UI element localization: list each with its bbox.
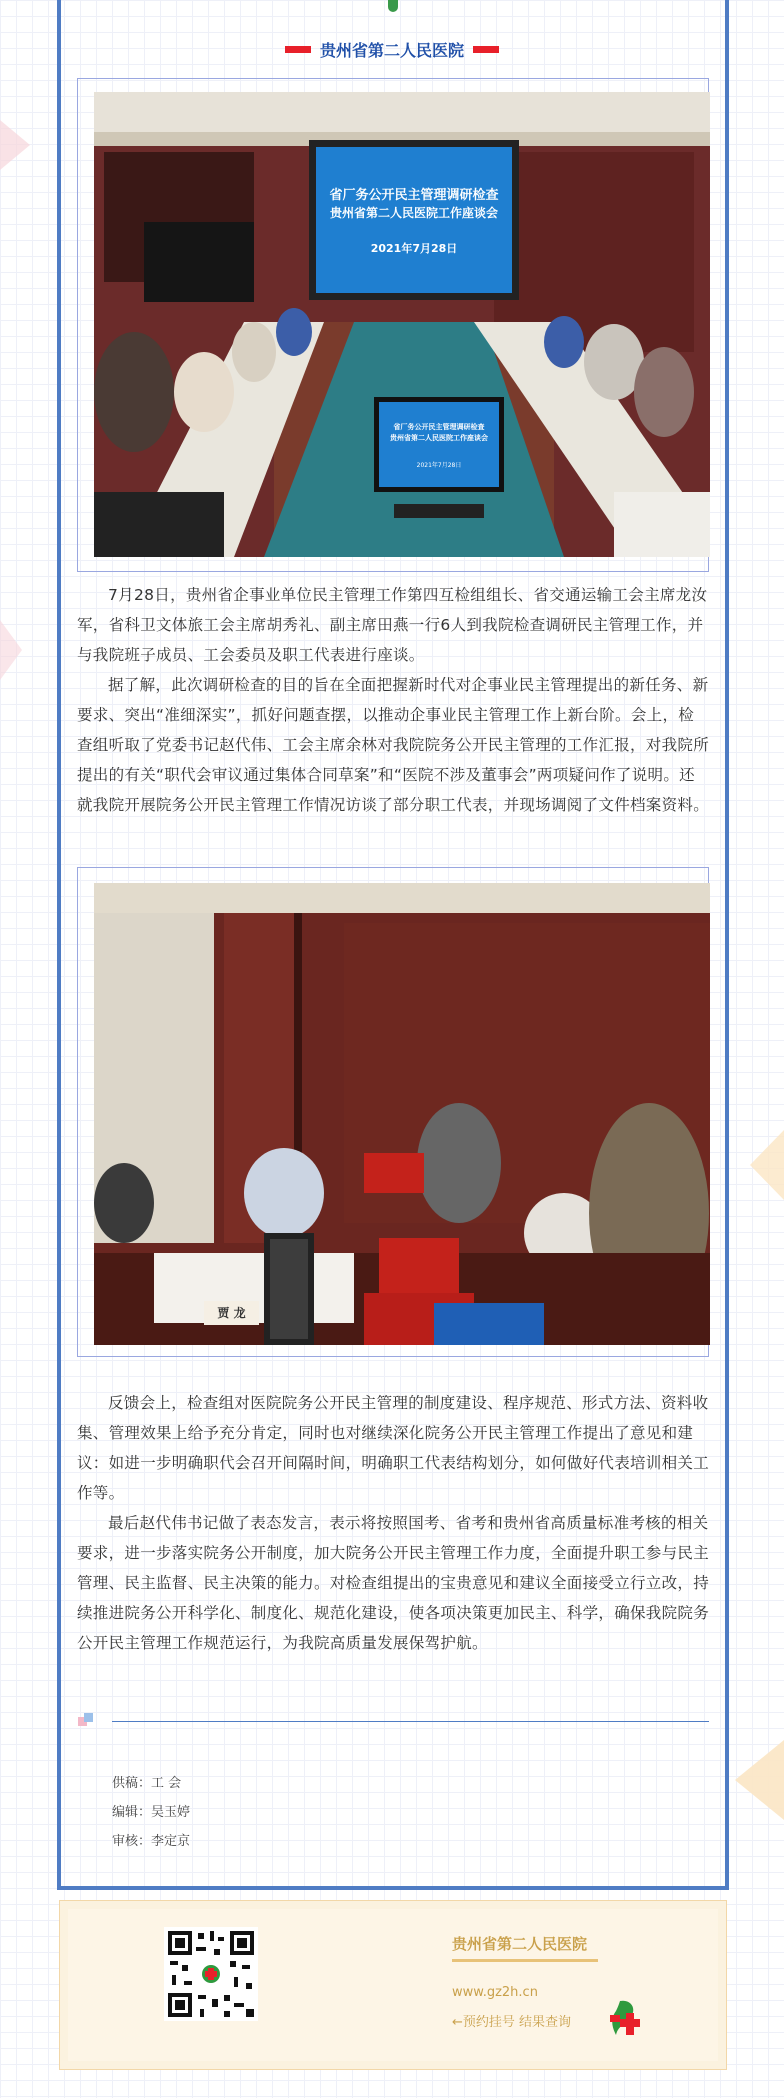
footer-website[interactable]: www.gz2h.cn xyxy=(452,1985,538,2000)
divider-squares xyxy=(78,1713,94,1729)
divider-line xyxy=(112,1721,709,1722)
footer-org-name: 贵州省第二人民医院 xyxy=(452,1935,588,1953)
leaf-icon xyxy=(388,0,398,12)
meeting-photo-1-image xyxy=(94,92,710,557)
paragraph-3: 反馈会上，检查组对医院院务公开民主管理的制度建设、程序规范、形式方法、资料收集、管理效果上给予充分肯定，同时也对继续深化院务公开民主管理工作提出了意见和建议：如进一步明确职代会召开间隔时间，明确职工代表结构划分，如何做好代表培训相关工作等。 xyxy=(77,1394,710,1502)
page-title: 贵州省第二人民医院 xyxy=(319,41,464,60)
credit-source-label: 供稿： xyxy=(112,1776,152,1791)
monitor-line-2: 贵州省第二人民医院工作座谈会 xyxy=(390,434,488,442)
paragraph-4: 最后赵代伟书记做了表态发言，表示将按照国考、省考和贵州省高质量标准考核的相关要求，进一步落实院务公开制度，加大院务公开民主管理工作力度，全面提升职工参与民主管理、民主监督、民主决策的能力。对检查组提出的宝贵意见和建议全面接受立行立改，持续推进院务公开科学化、制度化、规范化建设，使各项决策更加民主、科学，确保我院院务公开民主管理工作规范运行，为我院高质量发展保驾护航。 xyxy=(77,1514,710,1652)
monitor-date: 2021年7月28日 xyxy=(416,462,462,469)
paragraph-1: 7月28日，贵州省企事业单位民主管理工作第四互检组组长、省交通运输工会主席龙汝军，省科卫文体旅工会主席胡秀礼、副主席田燕一行6人到我院检查调研民主管理工作，并与我院班子成员、工会委员及职工代表进行座谈。 xyxy=(77,586,708,664)
credit-editor-label: 编辑： xyxy=(112,1805,152,1820)
screen-line-1: 省厂务公开民主管理调研检查 xyxy=(329,188,499,203)
footer-card xyxy=(59,1900,727,2070)
credit-source-value: 工 会 xyxy=(151,1776,182,1791)
red-bar-right xyxy=(473,46,499,53)
nameplate: 贾 龙 xyxy=(217,1306,246,1320)
credit-editor-value: 吴玉婷 xyxy=(151,1805,191,1820)
credit-reviewer xyxy=(112,1830,190,1849)
qr-code[interactable] xyxy=(164,1927,258,2021)
header xyxy=(0,38,784,61)
footer-underline xyxy=(452,1959,598,1962)
credit-source xyxy=(112,1772,181,1791)
credit-reviewer-value: 李定京 xyxy=(151,1834,191,1849)
paragraph-2: 据了解，此次调研检查的目的旨在全面把握新时代对企事业民主管理提出的新任务、新要求、突出“准细深实”，抓好问题查摆，以推动企事业民主管理工作上新台阶。会上，检查组听取了党委书记赵代伟、工会主席余林对我院院务公开民主管理的工作汇报，对我院所提出的有关“职代会审议通过集体合同草案”和“医院不涉及董事会”两项疑问作了说明。还就我院开展院务公开民主管理工作情况访谈了部分职工代表，并现场调阅了文件档案资料。 xyxy=(77,676,710,814)
red-bar-left xyxy=(285,46,311,53)
screen-line-2: 贵州省第二人民医院工作座谈会 xyxy=(329,206,498,220)
monitor-line-1: 省厂务公开民主管理调研检查 xyxy=(393,423,485,431)
footer-services[interactable]: ←预约挂号 结果查询 xyxy=(452,2015,572,2030)
meeting-photo-1 xyxy=(94,92,710,557)
screen-date: 2021年7月28日 xyxy=(370,242,458,255)
meeting-photo-2-image xyxy=(94,883,710,1345)
meeting-photo-2 xyxy=(94,883,710,1345)
hospital-logo-icon xyxy=(606,1997,646,2041)
credit-reviewer-label: 审核： xyxy=(112,1834,152,1849)
credit-editor xyxy=(112,1801,190,1820)
